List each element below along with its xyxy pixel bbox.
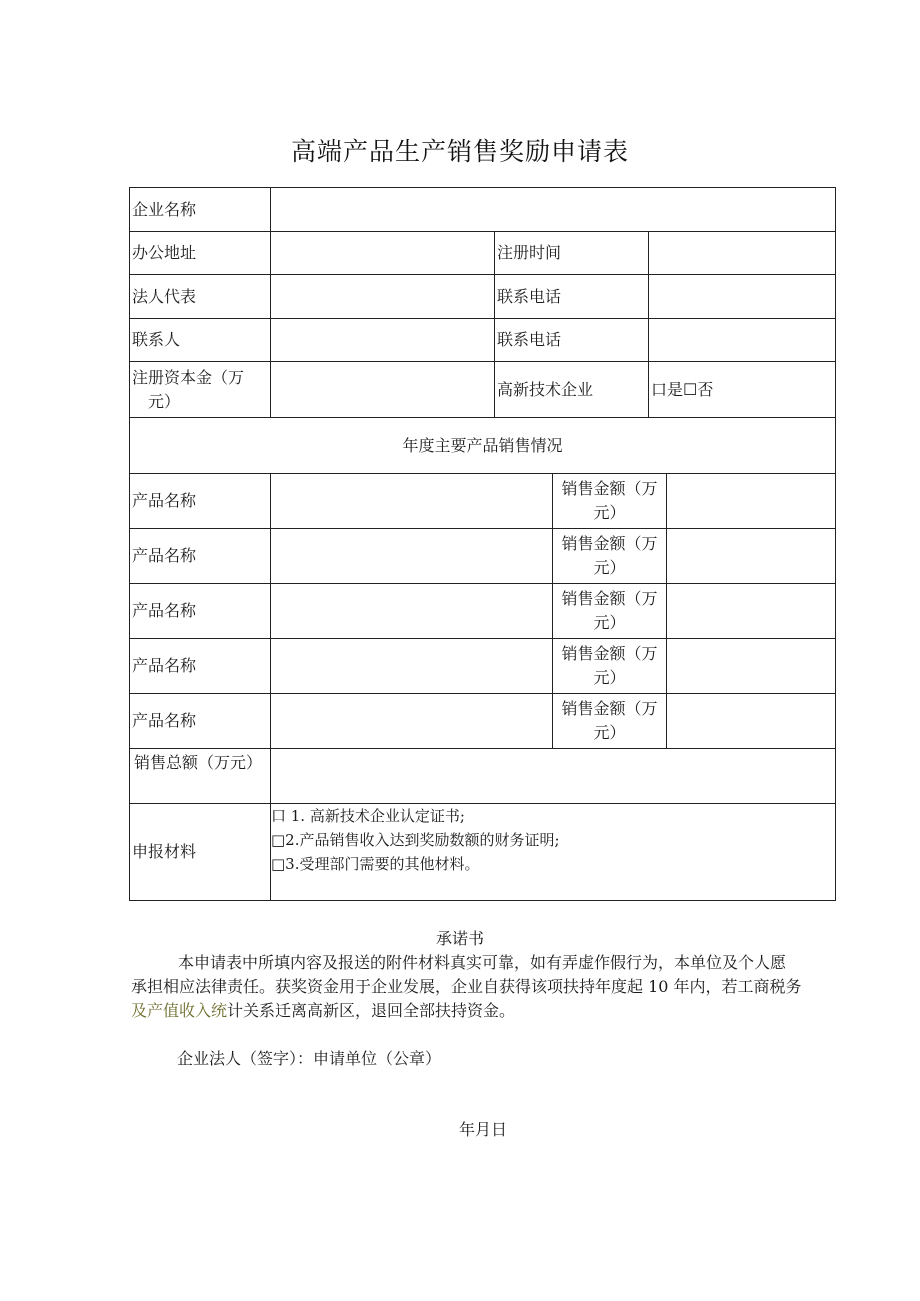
high-tech-label: 高新技术企业	[497, 379, 594, 399]
product-name-label: 产品名称	[132, 546, 197, 565]
office-address-field[interactable]	[271, 232, 494, 274]
pledge-title: 承诺书	[435, 929, 484, 948]
total-sales-field[interactable]	[271, 749, 835, 803]
material-item-financial-proof[interactable]: □2.产品销售收入达到奖励数额的财务证明;	[271, 831, 560, 849]
sales-amount-label	[553, 694, 666, 748]
product-name-label: 产品名称	[132, 601, 197, 620]
high-tech-checkbox-options[interactable]: 口是☐否	[651, 379, 714, 399]
sales-amount-label-line2: 元）	[593, 613, 626, 632]
product-name-field[interactable]	[271, 639, 552, 693]
page-title: 高端产品生产销售奖励申请表	[290, 137, 629, 166]
contact-person-field[interactable]	[271, 319, 494, 361]
sales-amount-field[interactable]	[667, 584, 835, 638]
legal-rep-label: 法人代表	[132, 286, 197, 306]
sales-amount-label-line2: 元）	[593, 558, 626, 577]
register-capital-label-line2: 元）	[148, 391, 181, 411]
company-name-label: 企业名称	[132, 199, 197, 219]
contact-person-label: 联系人	[132, 330, 181, 349]
sales-amount-label	[553, 474, 666, 528]
contact-person-phone-field[interactable]	[649, 319, 835, 361]
sales-amount-field[interactable]	[667, 694, 835, 748]
product-name-field[interactable]	[271, 694, 552, 748]
product-name-label: 产品名称	[132, 491, 197, 510]
material-item-other[interactable]: □3.受理部门需要的其他材料。	[271, 855, 480, 873]
register-capital-field[interactable]	[271, 362, 494, 417]
sales-amount-label-line1: 销售金额（万	[561, 479, 658, 498]
annual-sales-heading: 年度主要产品销售情况	[402, 435, 563, 455]
material-item-certificate[interactable]: 口 1. 高新技术企业认定证书;	[271, 807, 465, 825]
pledge-line-3-rest: 计关系迁离高新区，退回全部扶持资金。	[227, 1001, 516, 1020]
sales-amount-label-line1: 销售金额（万	[561, 699, 658, 718]
sales-amount-label-line2: 元）	[593, 668, 626, 687]
contact-phone-label: 联系电话	[497, 330, 562, 349]
sales-amount-field[interactable]	[667, 474, 835, 528]
pledge-line-3-highlight: 及产值收入统	[131, 1001, 228, 1020]
sales-amount-label	[553, 639, 666, 693]
sales-amount-label-line2: 元）	[593, 723, 626, 742]
product-name-label: 产品名称	[132, 656, 197, 675]
register-time-label: 注册时间	[497, 243, 562, 262]
pledge-line-3	[131, 998, 515, 1021]
sales-amount-field[interactable]	[667, 529, 835, 583]
sales-amount-label-line1: 销售金额（万	[561, 589, 658, 608]
sales-amount-field[interactable]	[667, 639, 835, 693]
register-capital-label-line1: 注册资本金（万	[132, 367, 245, 387]
product-name-label: 产品名称	[132, 711, 197, 730]
total-sales-label: 销售总额（万元）	[134, 753, 263, 772]
sales-amount-label	[553, 529, 666, 583]
register-capital-label	[130, 362, 270, 417]
product-name-field[interactable]	[271, 529, 552, 583]
legal-rep-phone-field[interactable]	[649, 275, 835, 318]
legal-rep-field[interactable]	[271, 275, 494, 318]
materials-label: 申报材料	[132, 842, 197, 861]
product-name-field[interactable]	[271, 474, 552, 528]
company-name-field[interactable]	[271, 188, 835, 231]
materials-checklist	[271, 804, 835, 900]
pledge-line-1: 本申请表中所填内容及报送的附件材料真实可靠，如有弄虚作假行为，本单位及个人愿	[178, 953, 787, 972]
product-name-field[interactable]	[271, 584, 552, 638]
sales-amount-label-line2: 元）	[593, 503, 626, 522]
contact-phone-label: 联系电话	[497, 286, 562, 306]
application-form-table	[129, 187, 836, 901]
date-line: 年月日	[458, 1120, 507, 1139]
register-time-field[interactable]	[649, 232, 835, 274]
sales-amount-label-line1: 销售金额（万	[561, 644, 658, 663]
sales-amount-label	[553, 584, 666, 638]
pledge-line-2: 承担相应法律责任。获奖资金用于企业发展，企业自获得该项扶持年度起 10 年内，若工商税务	[131, 977, 802, 996]
office-address-label: 办公地址	[132, 243, 197, 262]
sales-amount-label-line1: 销售金额（万	[561, 534, 658, 553]
signature-line: 企业法人（签字）：申请单位（公章）	[177, 1049, 442, 1068]
